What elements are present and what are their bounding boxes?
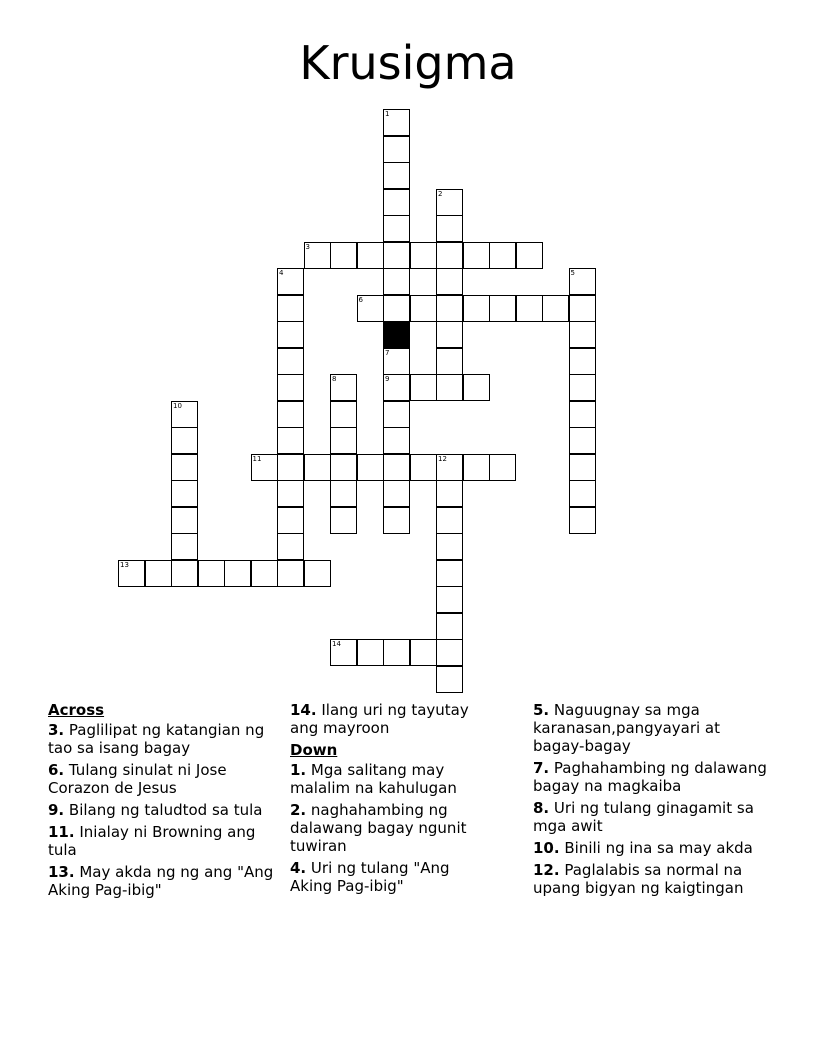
crossword-cell[interactable] <box>171 454 198 481</box>
crossword-cell[interactable] <box>463 242 490 269</box>
crossword-cell[interactable] <box>410 242 437 269</box>
clue-number: 1 <box>385 110 390 118</box>
clue-number: 14 <box>332 640 341 648</box>
clue-number: 7 <box>385 348 390 357</box>
clue-down-1: 1. Mga salitang may malalim na kahulugan <box>290 761 457 797</box>
clue-down-2: 2. naghahambing ng dalawang bagay ngunit tuwiran <box>290 801 467 855</box>
crossword-cell[interactable] <box>304 560 331 587</box>
crossword-cell[interactable] <box>277 268 304 295</box>
clue-number: 13 <box>120 560 129 569</box>
crossword-cell[interactable] <box>383 427 410 454</box>
crossword-cell[interactable] <box>489 295 516 322</box>
crossword-cell[interactable] <box>383 374 410 401</box>
down-heading: Down <box>290 741 338 759</box>
crossword-cell[interactable] <box>436 666 463 693</box>
crossword-cell[interactable] <box>569 374 596 401</box>
clue-number: 8 <box>332 375 337 383</box>
crossword-cell[interactable] <box>569 348 596 375</box>
crossword-cell[interactable] <box>251 454 278 481</box>
crossword-cell[interactable] <box>542 295 569 322</box>
crossword-cell[interactable] <box>357 295 384 322</box>
crossword-cell[interactable] <box>436 533 463 560</box>
crossword-cell[interactable] <box>224 560 251 587</box>
crossword-cell[interactable] <box>463 454 490 481</box>
crossword-cell[interactable] <box>383 109 410 136</box>
clue-across-9: 9. Bilang ng taludtod sa tula <box>48 801 263 819</box>
crossword-cell[interactable] <box>463 374 490 401</box>
clue-down-12: 12. Paglalabis sa normal na upang bigyan ng kaigtingan <box>533 861 744 897</box>
crossword-cell[interactable] <box>383 401 410 428</box>
crossword-cell[interactable] <box>357 454 384 481</box>
crossword-cell[interactable] <box>410 639 437 666</box>
crossword-cell[interactable] <box>463 295 490 322</box>
crossword-cell[interactable] <box>277 560 304 587</box>
crossword-cell[interactable] <box>330 454 357 481</box>
crossword-cell[interactable] <box>277 295 304 322</box>
crossword-cell[interactable] <box>516 295 543 322</box>
crossword-cell[interactable] <box>569 268 596 295</box>
crossword-cell[interactable] <box>436 189 463 216</box>
crossword-cell[interactable] <box>569 321 596 348</box>
page-title: Krusigma <box>299 36 517 90</box>
crossword-cell[interactable] <box>569 427 596 454</box>
crossword-cell[interactable] <box>383 295 410 322</box>
crossword-cell[interactable] <box>516 242 543 269</box>
crossword-cell[interactable] <box>330 242 357 269</box>
clue-down-8: 8. Uri ng tulang ginagamit sa mga awit <box>533 799 754 835</box>
clue-across-3: 3. Paglilipat ng katangian ng tao sa isang bagay <box>48 721 265 757</box>
crossword-cell[interactable] <box>330 427 357 454</box>
clue-column-2 <box>290 701 490 899</box>
crossword-cell[interactable] <box>251 560 278 587</box>
crossword-cell[interactable] <box>357 242 384 269</box>
crossword-cell[interactable] <box>383 454 410 481</box>
crossword-cell[interactable] <box>277 348 304 375</box>
clue-down-10: 10. Binili ng ina sa may akda <box>533 839 753 857</box>
clue-across-6: 6. Tulang sinulat ni Jose Corazon de Jesus <box>48 761 227 797</box>
crossword-cell[interactable] <box>357 639 384 666</box>
crossword-cell[interactable] <box>383 242 410 269</box>
crossword-cell[interactable] <box>569 507 596 534</box>
clue-number: 4 <box>279 269 284 277</box>
crossword-cell[interactable] <box>569 295 596 322</box>
crossword-cell[interactable] <box>383 348 410 375</box>
crossword-cell[interactable] <box>436 374 463 401</box>
crossword-cell[interactable] <box>436 613 463 640</box>
crossword-cell[interactable] <box>304 242 331 269</box>
crossword-cell[interactable] <box>383 639 410 666</box>
crossword-cell[interactable] <box>330 639 357 666</box>
crossword-cell[interactable] <box>330 480 357 507</box>
clue-number: 3 <box>305 242 310 251</box>
crossword-cell[interactable] <box>410 374 437 401</box>
clue-column-1 <box>48 701 280 903</box>
clue-across-13: 13. May akda ng ng ang "Ang Aking Pag-ibig" <box>48 863 274 899</box>
crossword-cell[interactable] <box>277 401 304 428</box>
crossword-cell[interactable] <box>436 586 463 613</box>
crossword-cell[interactable] <box>277 507 304 534</box>
clue-down-5: 5. Naguugnay sa mga karanasan,pangyayari at bagay-bagay <box>533 701 721 755</box>
black-cell <box>383 321 410 348</box>
clue-number: 2 <box>438 189 443 198</box>
crossword-cell[interactable] <box>277 374 304 401</box>
clue-down-7: 7. Paghahambing ng dalawang bagay na magkaiba <box>533 759 767 795</box>
crossword-cell[interactable] <box>171 560 198 587</box>
crossword-cell[interactable] <box>277 454 304 481</box>
clue-number: 5 <box>570 269 575 277</box>
crossword-cell[interactable] <box>436 507 463 534</box>
crossword-cell[interactable] <box>436 295 463 322</box>
crossword-cell[interactable] <box>277 480 304 507</box>
crossword-cell[interactable] <box>410 454 437 481</box>
crossword-cell[interactable] <box>383 136 410 163</box>
crossword-cell[interactable] <box>277 321 304 348</box>
crossword-cell[interactable] <box>118 560 145 587</box>
crossword-cell[interactable] <box>436 560 463 587</box>
crossword-cell[interactable] <box>330 401 357 428</box>
crossword-cell[interactable] <box>277 427 304 454</box>
clue-across-14: 14. Ilang uri ng tayutay ang mayroon <box>290 701 469 737</box>
crossword-cell[interactable] <box>198 560 225 587</box>
crossword-cell[interactable] <box>436 321 463 348</box>
crossword-cell[interactable] <box>436 215 463 242</box>
clue-across-11: 11. Inialay ni Browning ang tula <box>48 823 256 859</box>
crossword-cell[interactable] <box>569 454 596 481</box>
crossword-cell[interactable] <box>436 639 463 666</box>
crossword-cell[interactable] <box>277 533 304 560</box>
crossword-cell[interactable] <box>171 533 198 560</box>
crossword-cell[interactable] <box>171 427 198 454</box>
clue-number: 11 <box>252 454 262 463</box>
across-heading: Across <box>48 701 105 719</box>
crossword-cell[interactable] <box>171 507 198 534</box>
crossword-cell[interactable] <box>383 162 410 189</box>
crossword-cell[interactable] <box>436 480 463 507</box>
crossword-cell[interactable] <box>383 215 410 242</box>
crossword-cell[interactable] <box>436 268 463 295</box>
clue-number: 12 <box>438 454 447 463</box>
crossword-cell[interactable] <box>383 268 410 295</box>
clue-column-3 <box>533 701 769 901</box>
crossword-cell[interactable] <box>330 507 357 534</box>
crossword-cell[interactable] <box>171 480 198 507</box>
crossword-cell[interactable] <box>383 507 410 534</box>
crossword-cell[interactable] <box>569 401 596 428</box>
crossword-cell[interactable] <box>145 560 172 587</box>
clue-number: 10 <box>173 401 182 410</box>
crossword-cell[interactable] <box>489 242 516 269</box>
crossword-cell[interactable] <box>383 480 410 507</box>
crossword-cell[interactable] <box>436 348 463 375</box>
crossword-cell[interactable] <box>383 189 410 216</box>
crossword-cell[interactable] <box>436 242 463 269</box>
clue-down-4: 4. Uri ng tulang "Ang Aking Pag-ibig" <box>290 859 450 895</box>
clue-number: 6 <box>358 295 363 304</box>
crossword-cell[interactable] <box>171 401 198 428</box>
crossword-cell[interactable] <box>489 454 516 481</box>
crossword-cell[interactable] <box>330 374 357 401</box>
clue-number: 9 <box>385 375 390 383</box>
crossword-cell[interactable] <box>304 454 331 481</box>
crossword-cell[interactable] <box>410 295 437 322</box>
crossword-cell[interactable] <box>436 454 463 481</box>
crossword-cell[interactable] <box>569 480 596 507</box>
